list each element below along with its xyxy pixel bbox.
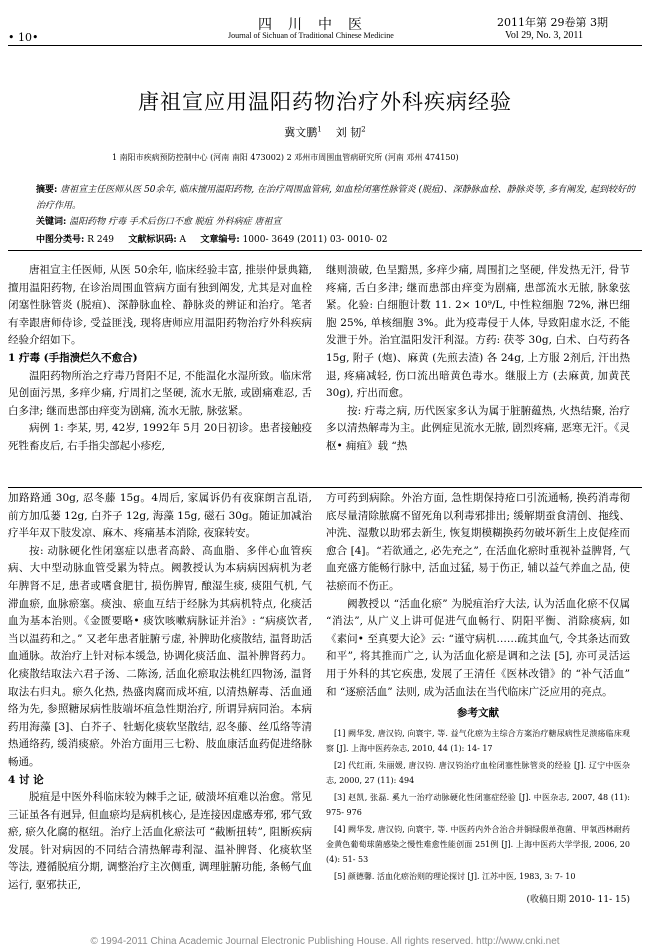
reference-item: [1] 阙华发, 唐汉钧, 向寰宇, 等. 益气化瘀为主综合方案治疗糖尿病性足溃疡临床观察 [J]. 上海中医药杂志, 2010, 44 (1): 14- 17	[326, 728, 630, 753]
author-2: 刘 韧	[335, 126, 362, 139]
paragraph: 按: 动脉硬化性闭塞症以患者高龄、高血脂、多伴心血管疾病、大中型动脉血管受累为特点。阙教授认为本病病因病机为老年脾肾不足, 患者或嗜食肥甘, 损伤脾胃, 酿湿生痰, 痰阻气机, 气滞血瘀, 血脉瘀塞。痰浊、瘀血互结于经脉为其病机特点, 化痰活血为基本治则。《金匮要略• 痰饮咳嗽病脉证并治》: “病痰饮者, 当以温药和之。” 又老年患者脏腑亏虚, 补脾助化痰散结, 温肾助活血通脉。故治疗上针对标本缓急, 协调化痰活血、温补脾肾药力。化痰散结取法六君子汤、二陈汤, 活血化瘀取法桃红四物汤, 温肾取法右归丸。瘀久化热, 热盛肉腐而成坏疽, 以清热解毒、活血通络为先, 参照糖尿病性肢端坏疽急性期治疗, 所谓异病同治。本病药用海藻 [3]、白芥子、牡蛎化痰软坚散结, 忍冬藤、丝瓜络等清热通络药, 缓消痰瘀。外治方面用三七粉、肢血康活血药促进络脉畅通。	[8, 544, 312, 768]
author-2-affil: 2	[361, 125, 366, 134]
abstract-label: 摘要:	[36, 185, 58, 195]
paragraph: 阙教授以 “活血化瘀” 为脱疽治疗大法, 认为活血化瘀不仅属 “消法”, 从广义上讲可促进气血畅行、阴阳平衡、消除痰病, 如《素问• 至真要大论》云: “谨守病机……疏其血气, 令其条达而致和平”, 将其推而广之, 认为活血化瘀是调和之法 [5], 亦可灵活运用于外科的其它疾患, 发展了王清任《医林改错》的 “补气活血” 和 “逐瘀活血” 法则, 成为活血法在当代临床广泛应用的亮点。	[326, 597, 630, 698]
abstract	[36, 182, 636, 214]
paragraph: 加路路通 30g, 忍冬藤 15g。4周后, 家属诉仍有夜寐朗言乱语, 前方加瓜蒌 12g, 白芥子 12g, 海藻 15g, 磁石 30g。随证加减治疗半年双下肢发凉、麻木、疼痛基本消除, 夜寐转安。	[8, 492, 312, 540]
reference-item: [2] 代红雨, 朱丽媛, 唐汉钧. 唐汉钧治疗血栓闭塞性脉管炎的经验 [J]. 辽宁中医杂志, 2000, 27 (11): 494	[326, 760, 630, 785]
paragraph: 脱疽是中医外科临床较为棘手之证, 破溃坏疽难以治愈。常见三证虽各有迥异, 但血瘀均是病机核心, 是连接因虚感寿邪, 邪气致瘀, 瘀久化腐的枢纽。治疗上活血化瘀法可 “截断扭转”, 阻断疾病发展。针对病因的不同结合清热解毒利湿、温补脾肾、化痰软坚等法, 遵循脱疽分期, 调整治疗主次侧重, 调理脏腑功能, 条畅气血运行, 驱邪扶正,	[8, 791, 312, 892]
clc-value: R 249	[87, 235, 115, 245]
divider	[8, 250, 642, 251]
keywords-label: 关键词:	[36, 217, 67, 227]
reference-item: [4] 阙华发, 唐汉钧, 向寰宇, 等. 中医药内外合治合并铜绿假单孢菌、甲氧西林耐药金黄色葡萄球菌感染之慢性难愈性能创面 251例 [J]. 上海中医药大学学报, 2006, 20 (4): 51- 53	[326, 824, 630, 864]
affiliations: 1 南阳市疾病预防控制中心 (河南 南阳 473002) 2 邓州市周围血管病研究所 (河南 邓州 474150)	[112, 153, 459, 162]
paragraph: 方可药到病除。外治方面, 急性期保持疮口引流通畅, 换药消毒彻底尽量清除脓腐不留死角以利毒邪排出; 缓解期蚕食清创、拖线、冲洗、湿敷以助邪去新生, 恢复期模糊换药勿破坏新生上皮促痊而愈合 [4]。“若欲通之, 必先充之”, 在活血化瘀时重视补益脾肾, 气血充盛方能畅行脉中, 活血过猛, 易于伤正, 辅以益气养血之品, 使祛瘀而不伤正。	[326, 492, 630, 592]
article-no-value: 1000- 3649 (2011) 03- 0010- 02	[242, 235, 388, 245]
issue-cn: 2011年第 29卷第 3期	[497, 16, 608, 29]
article-title: 唐祖宣应用温阳药物治疗外科疾病经验	[138, 90, 512, 114]
journal-title-en: Journal of Sichuan of Traditional Chinese Medicine	[228, 31, 394, 40]
paragraph: 病例 1: 李某, 男, 42岁, 1992年 5月 20日初诊。患者接触疫死牲畜皮后, 右手指尖部起小疹疙,	[8, 422, 312, 452]
paragraph: 继则溃破, 色呈黯黑, 多痒少痛, 周围扪之坚硬, 伴发热无汗, 骨节疼痛, 舌白多津; 继而患部由痒变为剧痛, 患部流水无脓, 脉象弦紧。化验: 白细胞计数 11. 2× 10⁹/L, 中性粒细胞 72%, 淋巴细胞 25%, 单核细胞 3%。此为疫毒侵于人体, 导致阳虚水泛, 不能发泄于外。治宜温阳发汗利湿。方药: 茯苓 30g, 白术、白芍药各 15g, 附子 (炮)、麻黄 (先煎去渣) 各 24g, 上方服 2剂后, 汗出热退, 疼痛减轻, 伤口流出暗黄色毒水。继服上方 (去麻黄, 加黄芪 30g), 疔出而愈。	[326, 264, 630, 400]
authors	[0, 124, 650, 140]
doc-code-label: 文献标识码:	[128, 235, 177, 245]
keywords-text: 温阳药物 疔毒 手术后伤口不愈 脱疽 外科病症 唐祖宣	[69, 217, 282, 227]
author-1-affil: 1	[317, 125, 322, 134]
article-no-label: 文章编号:	[200, 235, 240, 245]
references-list	[326, 726, 630, 884]
paragraph: 唐祖宣主任医师, 从医 50余年, 临床经验丰富, 推崇仲景典籍, 擅用温阳药物, 在诊治周围血管病方面有独到阐发, 尤其是对血栓闭塞性脉管炎 (脱疽)、深静脉血栓、静脉炎的辨证和治疗。笔者有幸跟唐师侍诊, 受益匪浅, 现将唐师应用温阳药物治疗外科疾病经验介绍如下。	[8, 264, 312, 347]
doc-code-value: A	[179, 235, 187, 245]
column-2	[326, 262, 630, 456]
reference-item: [3] 赵凯, 张磊. 奚九一治疗动脉硬化性闭塞症经验 [J]. 中医杂志, 2007, 48 (11): 975- 976	[326, 792, 630, 817]
section-heading-1: 1 疔毒 (手指溃烂久不愈合)	[8, 351, 138, 364]
column-1	[8, 262, 312, 456]
author-1: 冀文鹏	[284, 126, 318, 139]
paragraph: 温阳药物所治之疗毒乃肾阳不足, 不能温化水湿所致。临床常见创面污黑, 多痒少痛, 疔周扪之坚硬, 流水无脓, 或剧痛难忍, 舌白多津; 继而患部由痒变为剧痛, 流水无脓, 脉弦紧。	[8, 369, 312, 417]
journal-title-cn: 四川中医	[258, 17, 378, 33]
classification-line	[36, 232, 636, 245]
header-rule	[8, 45, 642, 46]
references-heading: 参考文献	[457, 707, 499, 720]
received-date: (收稿日期 2010- 11- 15)	[526, 894, 630, 905]
column-3	[8, 490, 312, 895]
reference-item: [5] 颜德馨. 活血化瘀治则的理论探讨 [J]. 江苏中医, 1983, 3: 7- 10	[334, 871, 576, 881]
issue-en: Vol 29, No. 3, 2011	[505, 30, 584, 41]
abstract-text: 唐祖宣主任医师从医 50余年, 临床擅用温阳药物, 在治疗周围血管病, 如血栓闭塞性脉管炎 (脱疽)、深静脉血栓、静脉炎等, 多有阐发, 起到较好的治疗作用。	[36, 185, 636, 211]
clc-label: 中图分类号:	[36, 235, 85, 245]
section-heading-4: 4 讨 论	[8, 773, 44, 786]
copyright-footer: © 1994-2011 China Academic Journal Electronic Publishing House. All rights reserved. http://www.cnki.net	[90, 936, 560, 947]
keywords	[36, 214, 636, 227]
paragraph: 按: 疔毒之病, 历代医家多认为属于脏腑蕴热, 火热结聚, 治疗多以清热解毒为主。此例症见流水无脓, 剧烈疼痛, 恶寒无汗。《灵枢• 痈疽》载 “热	[326, 404, 630, 452]
page-number: • 10•	[8, 31, 39, 44]
column-4	[326, 490, 630, 909]
divider	[8, 487, 642, 488]
